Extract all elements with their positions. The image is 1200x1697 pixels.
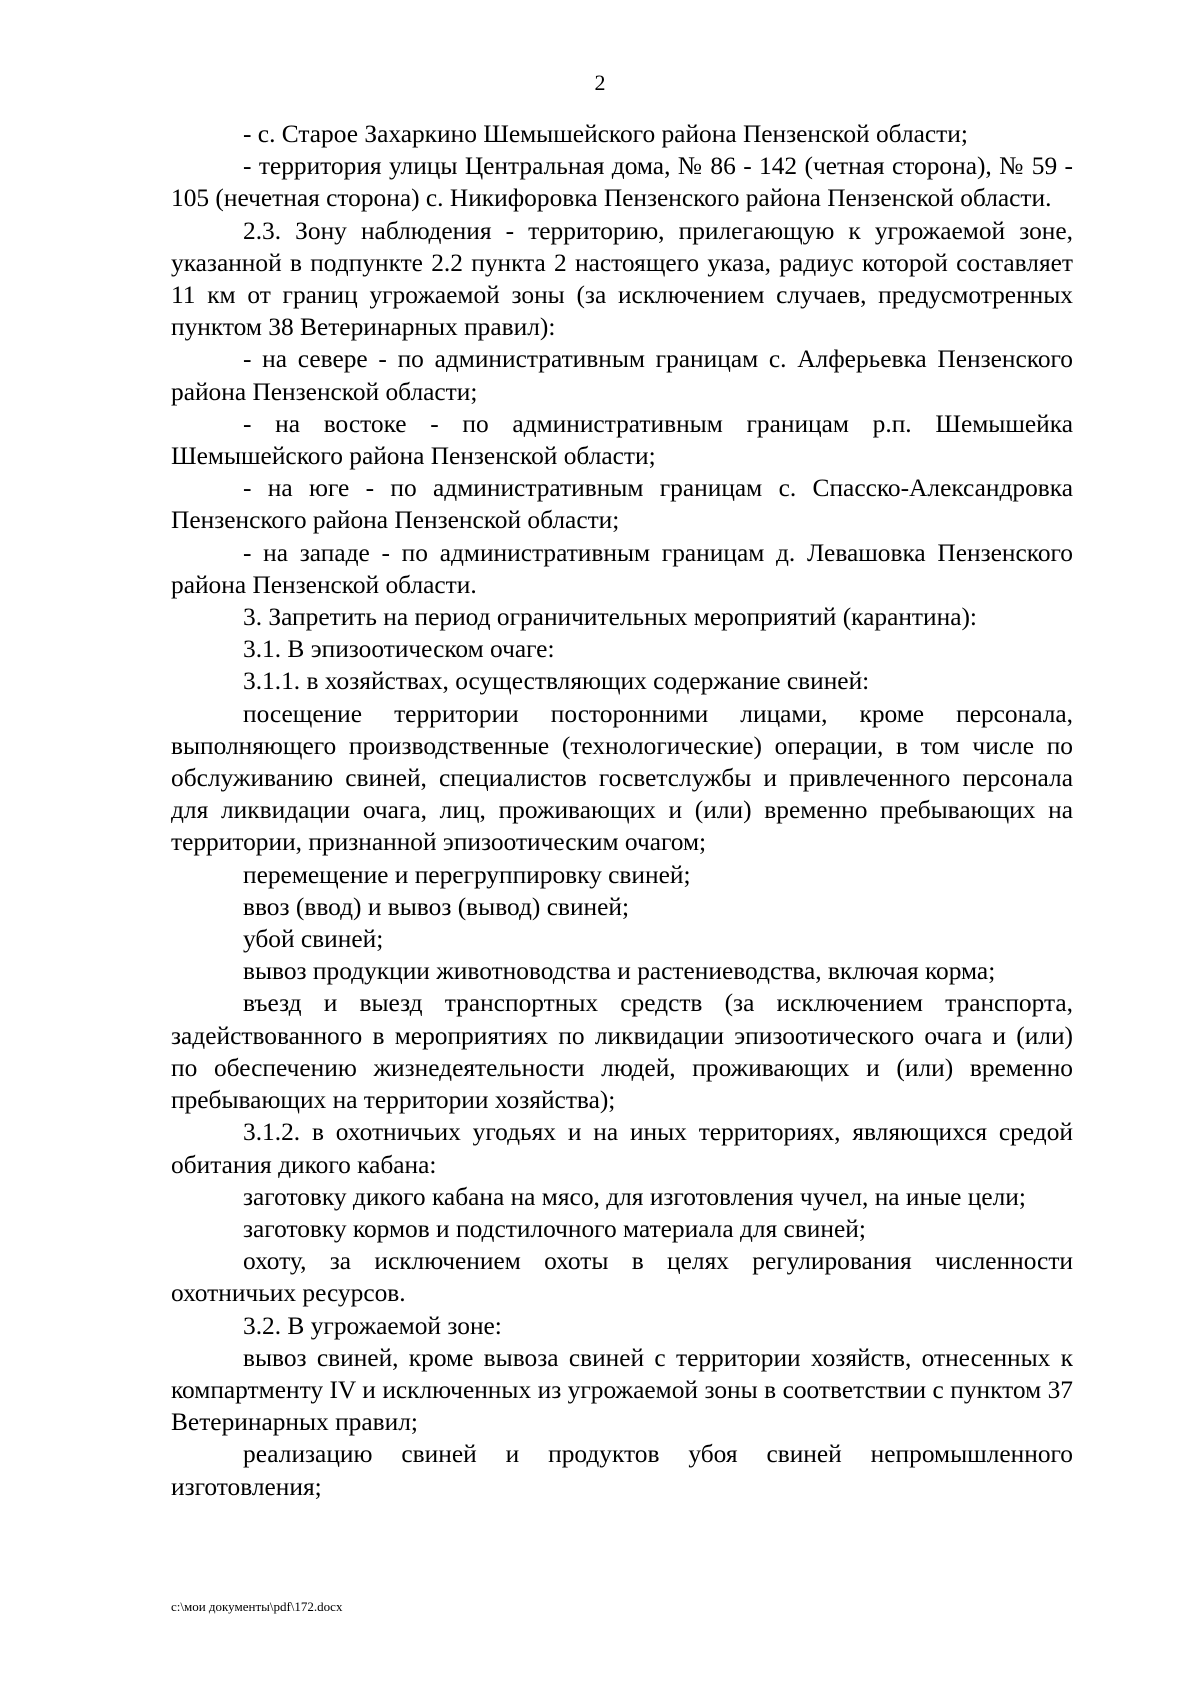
- paragraph: - на западе - по административным границам д. Левашовка Пензенского района Пензенской области.: [171, 538, 1073, 599]
- paragraph: ввоз (ввод) и вывоз (вывод) свиней;: [243, 892, 630, 921]
- paragraph: заготовку кормов и подстилочного материала для свиней;: [243, 1214, 866, 1243]
- paragraph: реализацию свиней и продуктов убоя свиней непромышленного изготовления;: [171, 1440, 1073, 1501]
- paragraph: - на востоке - по административным границам р.п. Шемышейка Шемышейского района Пензенской области;: [171, 409, 1073, 471]
- paragraph: - с. Старое Захаркино Шемышейского района Пензенской области;: [243, 120, 968, 148]
- paragraph: въезд и выезд транспортных средств (за исключением транспорта, задействованного в мероприятиях по ликвидации эпизоотического очага и (или) по обеспечению жизнедеятельности людей, проживающих и (или) временно пребывающих на территории хозяйства);: [171, 989, 1073, 1115]
- paragraph: - на севере - по административным границам с. Алферьевка Пензенского района Пензенской области;: [171, 345, 1073, 406]
- paragraph: 3.1.2. в охотничьих угодьях и на иных территориях, являющихся средой обитания дикого кабана:: [171, 1118, 1073, 1179]
- paragraph: охоту, за исключением охоты в целях регулирования численности охотничьих ресурсов.: [171, 1247, 1073, 1308]
- paragraph: 3.1. В эпизоотическом очаге:: [243, 635, 555, 664]
- paragraph: перемещение и перегруппировку свиней;: [243, 860, 691, 889]
- paragraph: убой свиней;: [243, 925, 384, 954]
- paragraph: вывоз продукции животноводства и растениеводства, включая корма;: [243, 957, 996, 986]
- paragraph: - на юге - по административным границам с. Спасско-Александровка Пензенского района Пензенской области;: [171, 474, 1073, 535]
- paragraph: 3. Запретить на период ограничительных мероприятий (карантина):: [243, 603, 977, 632]
- paragraph: - территория улицы Центральная дома, № 86 - 142 (четная сторона), № 59 - 105 (нечетная сторона) с. Никифоровка Пензенского района Пензенской области.: [171, 152, 1073, 213]
- page-number: 2: [594, 70, 606, 95]
- paragraph: посещение территории посторонними лицами, кроме персонала, выполняющего производственные (технологические) операции, в том числе по обслуживанию свиней, специалистов госветслужбы и привлеченного персонала для ликвидации очага, лиц, проживающих и (или) временно пребывающих на территории, признанной эпизоотическим очагом;: [171, 699, 1073, 857]
- document-body: [171, 118, 1073, 1503]
- paragraph: 3.2. В угрожаемой зоне:: [243, 1311, 502, 1340]
- footer-file-path: c:\мои документы\pdf\172.docx: [171, 1599, 343, 1614]
- paragraph: заготовку дикого кабана на мясо, для изготовления чучел, на иные цели;: [243, 1182, 1026, 1211]
- paragraph: 3.1.1. в хозяйствах, осуществляющих содержание свиней:: [243, 667, 870, 696]
- paragraph: вывоз свиней, кроме вывоза свиней с территории хозяйств, отнесенных к компартменту IV и исключенных из угрожаемой зоны в соответствии с пунктом 37 Ветеринарных правил;: [171, 1343, 1073, 1437]
- paragraph: 2.3. Зону наблюдения - территорию, прилегающую к угрожаемой зоне, указанной в подпункте 2.2 пункта 2 настоящего указа, радиус которой составляет 11 км от границ угрожаемой зоны (за исключением случаев, предусмотренных пунктом 38 Ветеринарных правил):: [171, 216, 1073, 342]
